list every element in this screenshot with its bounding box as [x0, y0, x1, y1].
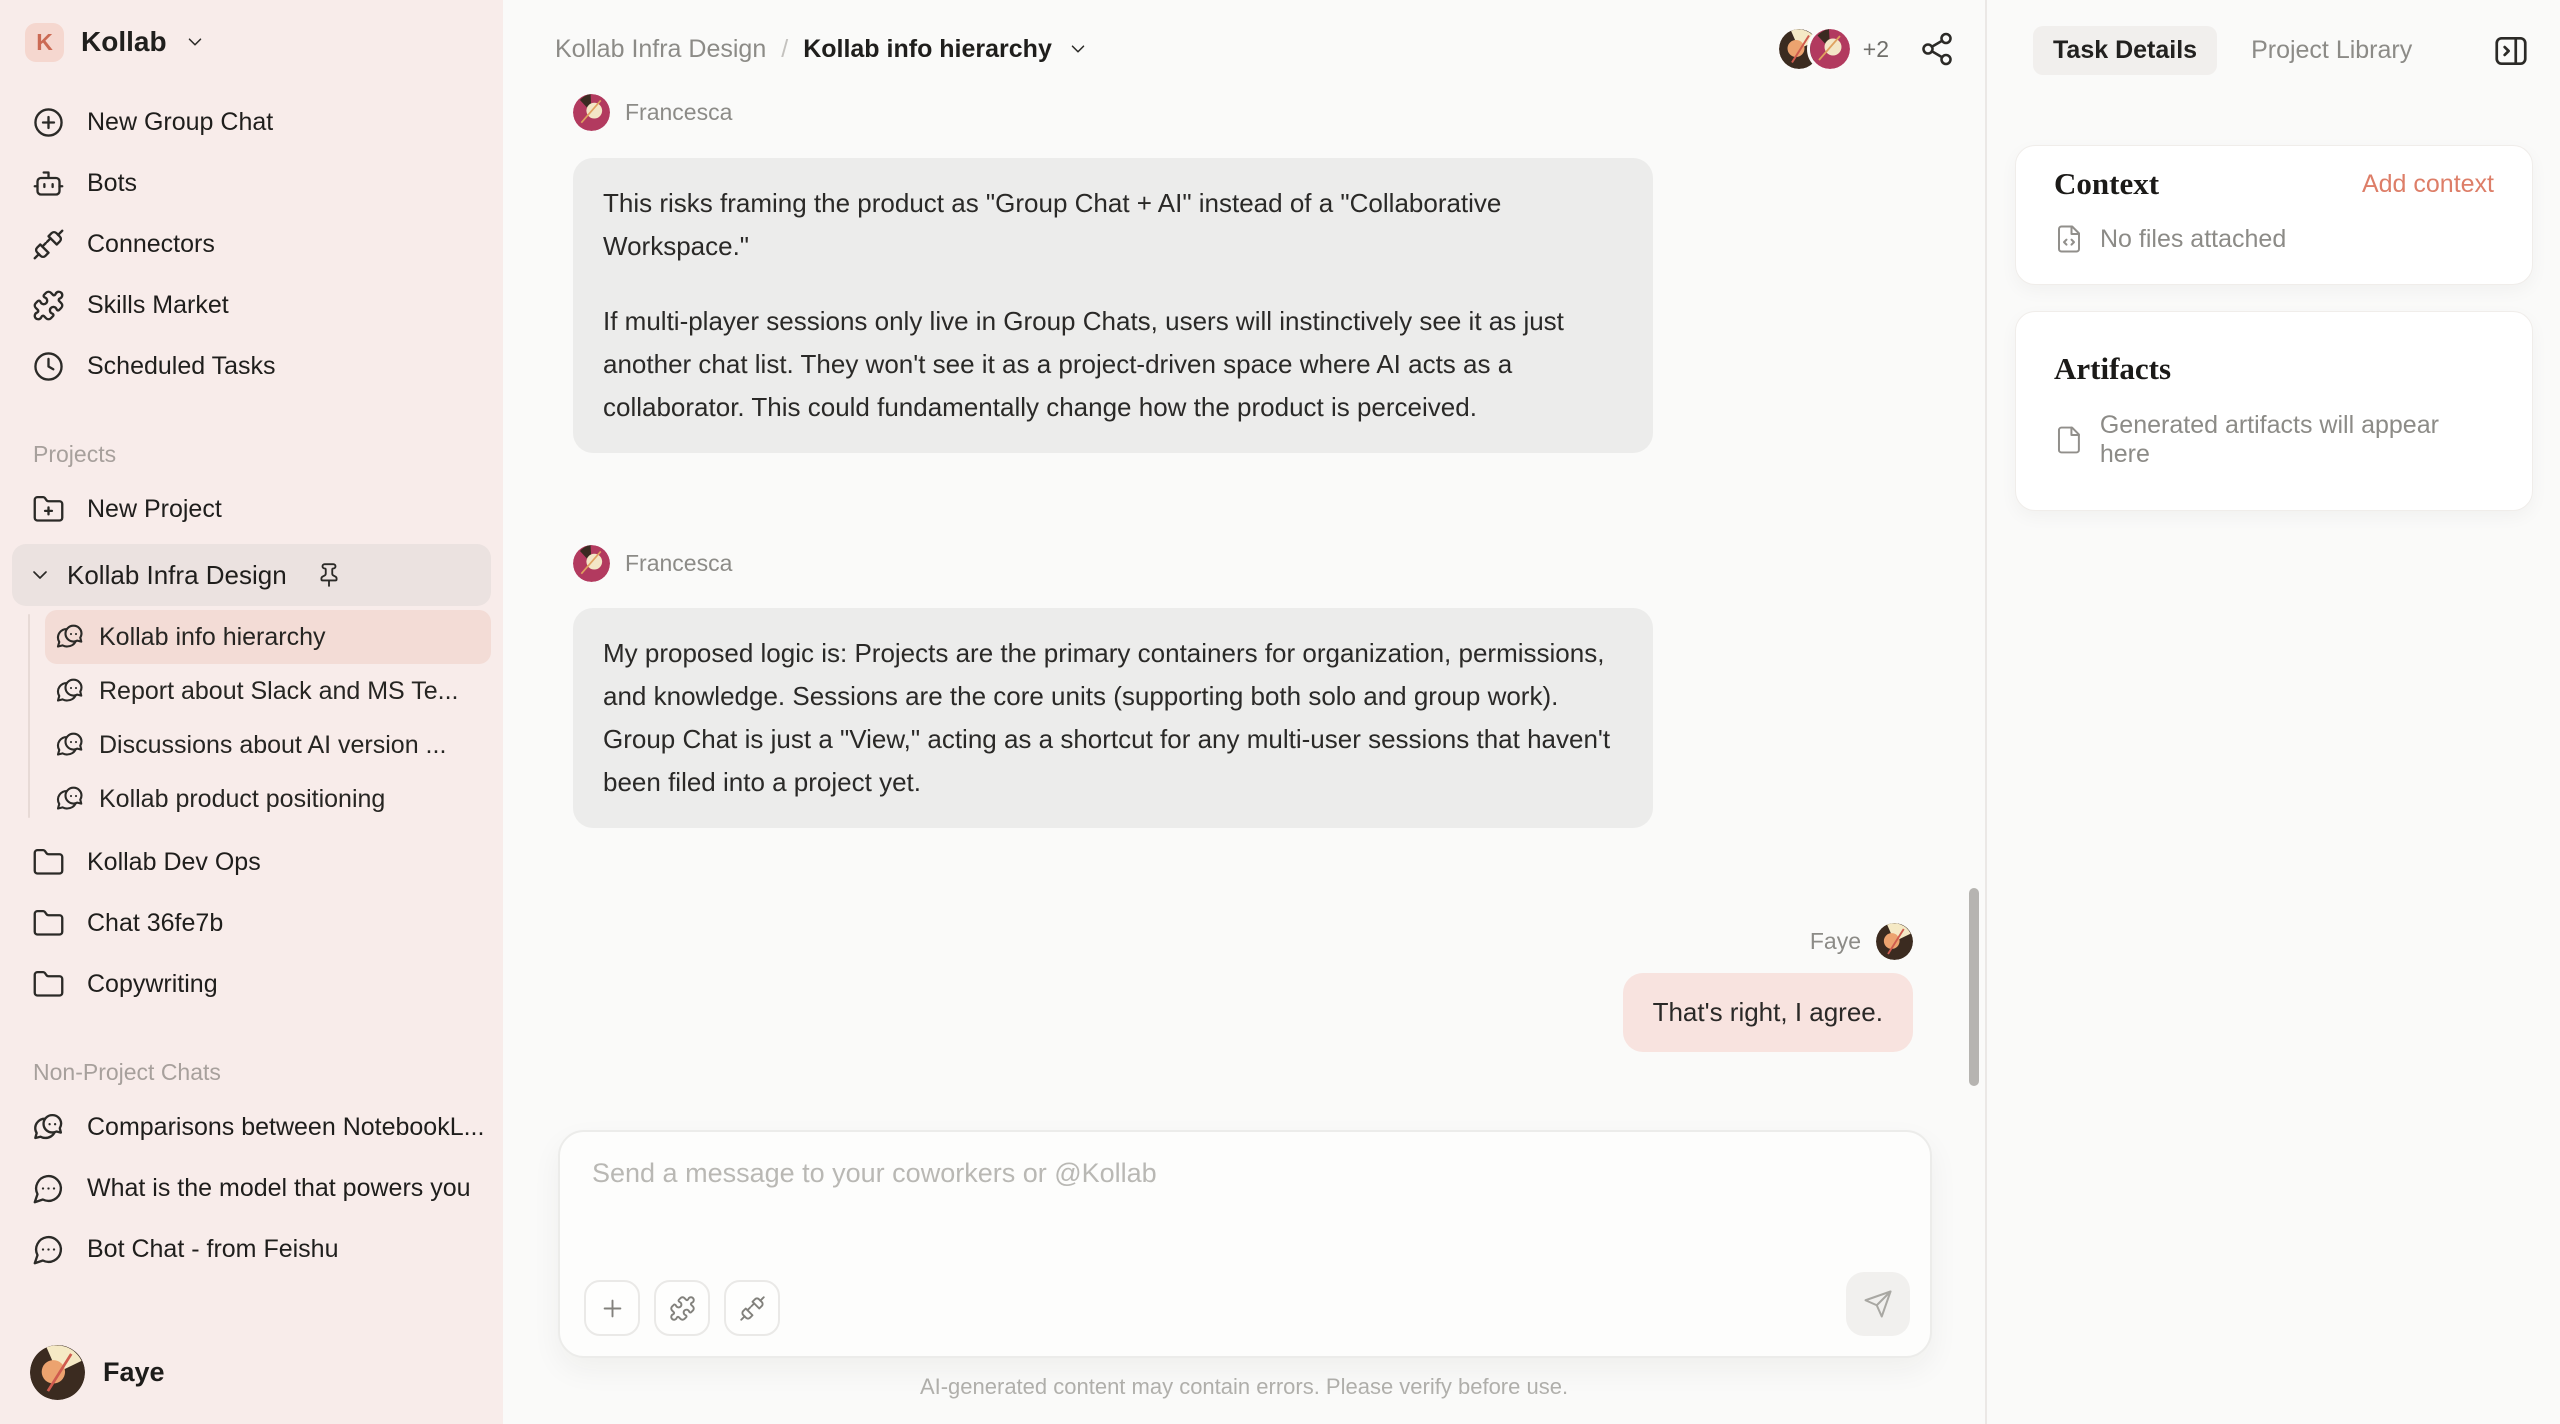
- member-avatars[interactable]: [1776, 26, 1853, 72]
- plus-icon: [599, 1295, 626, 1322]
- sidebar-item-label: Connectors: [87, 230, 215, 258]
- breadcrumb-current[interactable]: Kollab info hierarchy: [803, 34, 1052, 63]
- non-project-chats-label: Non-Project Chats: [33, 1059, 221, 1085]
- bot-icon: [32, 167, 65, 200]
- non-project-chats-nav: [12, 1097, 491, 1280]
- collapse-panel-icon[interactable]: [2492, 32, 2530, 70]
- avatar-overflow-count[interactable]: +2: [1862, 35, 1889, 62]
- folder-icon: [32, 968, 65, 1001]
- sidebar-item-bots[interactable]: [12, 153, 491, 214]
- tab-project-library[interactable]: Project Library: [2251, 36, 2413, 64]
- message-author: Francesca: [625, 99, 733, 125]
- chat-label: Comparisons between NotebookL...: [87, 1113, 485, 1141]
- folder-plus-icon: [32, 493, 65, 526]
- chat-label: Discussions about AI version ...: [99, 730, 447, 759]
- sidebar-item-label: Scheduled Tasks: [87, 352, 276, 380]
- message-paragraph: That's right, I agree.: [1652, 997, 1883, 1027]
- message-bubble: [573, 158, 1653, 453]
- message-author: Francesca: [625, 550, 733, 576]
- breadcrumb-project[interactable]: Kollab Infra Design: [555, 34, 767, 63]
- chat-bubbles-icon: [55, 784, 85, 814]
- sidebar-chat-bot-chat-from-feishu[interactable]: [12, 1219, 491, 1280]
- chevron-down-icon[interactable]: [1067, 38, 1089, 60]
- sidebar-item-label: New Group Chat: [87, 108, 274, 136]
- chevron-down-icon[interactable]: [28, 563, 52, 587]
- sidebar-item-new-group-chat[interactable]: [12, 92, 491, 153]
- message-paragraph: This risks framing the product as "Group Chat + AI" instead of a "Collaborative Workspace.": [603, 188, 1502, 261]
- sidebar-folder-kollab-dev-ops[interactable]: [12, 832, 491, 893]
- sidebar-item-skills-market[interactable]: [12, 275, 491, 336]
- sidebar-chat-discussions-ai-version[interactable]: [45, 718, 491, 772]
- share-icon[interactable]: [1919, 31, 1955, 67]
- folder-icon: [32, 907, 65, 940]
- chat-scrollbar[interactable]: [1969, 888, 1979, 1086]
- message-header: [573, 94, 732, 131]
- chat-label: Bot Chat - from Feishu: [87, 1235, 339, 1263]
- file-code-icon: [2054, 224, 2084, 254]
- panel-header: [1987, 0, 2560, 75]
- composer-tools: [584, 1280, 780, 1336]
- main-area: [503, 0, 1985, 1424]
- sidebar-folder-copywriting[interactable]: [12, 954, 491, 1015]
- artifacts-title: Artifacts: [2054, 351, 2172, 386]
- chat-message-list: [503, 88, 1985, 1130]
- project-chat-list: [0, 610, 491, 826]
- unplug-icon: [32, 228, 65, 261]
- sidebar-item-label: New Project: [87, 495, 222, 523]
- artifacts-card-header: [2054, 351, 2494, 387]
- context-card-header: [2054, 166, 2494, 202]
- sidebar-chat-comparisons-notebooklm[interactable]: [12, 1097, 491, 1158]
- context-card: [2015, 145, 2533, 285]
- avatar: [30, 1345, 85, 1400]
- panel-cards: [1987, 75, 2560, 511]
- chat-message: [573, 545, 1913, 828]
- chat-label: What is the model that powers you: [87, 1174, 471, 1202]
- message-header: [573, 545, 732, 582]
- chat-bubbles-icon: [32, 1111, 65, 1144]
- message-paragraph: If multi-player sessions only live in Group Chats, users will instinctively see it as just another chat list. They won't see it as a project-driven space where AI acts as a collaborator. This could fundamentally change how the product is perceived.: [603, 306, 1564, 422]
- avatar: [1807, 26, 1853, 72]
- chat-bubbles-icon: [55, 730, 85, 760]
- message-bubble: [1623, 973, 1913, 1052]
- sidebar-project-kollab-infra-design[interactable]: [12, 544, 491, 606]
- folder-label: Chat 36fe7b: [87, 909, 224, 937]
- unplug-icon: [739, 1295, 766, 1322]
- current-user[interactable]: [0, 1345, 503, 1424]
- sidebar-item-connectors[interactable]: [12, 214, 491, 275]
- sidebar-chat-kollab-product-positioning[interactable]: [45, 772, 491, 826]
- project-name: Kollab Infra Design: [67, 559, 287, 590]
- chat-bubbles-icon: [55, 622, 85, 652]
- projects-nav: [12, 479, 491, 540]
- puzzle-icon: [32, 289, 65, 322]
- message-paragraph: My proposed logic is: Projects are the primary containers for organization, permissions, and knowledge. Sessions are the core units (supporting both solo and group work). Group Chat is just a "View," acting as a shortcut for any multi-user sessions that haven't been filed into a project yet.: [603, 638, 1611, 797]
- breadcrumb-separator: /: [781, 34, 789, 63]
- chat-dots-icon: [32, 1172, 65, 1205]
- skills-button[interactable]: [654, 1280, 710, 1336]
- message-bubble: [573, 608, 1653, 828]
- message-composer: [558, 1130, 1932, 1358]
- circle-plus-icon: [32, 106, 65, 139]
- tree-indent-guide: [28, 614, 30, 818]
- folder-label: Copywriting: [87, 970, 218, 998]
- message-header: [1810, 923, 1913, 960]
- sidebar-chat-kollab-info-hierarchy[interactable]: [45, 610, 491, 664]
- artifacts-empty-state: [2054, 411, 2494, 469]
- chat-label: Kollab info hierarchy: [99, 622, 326, 651]
- folders-nav: [12, 832, 491, 1015]
- clock-icon: [32, 350, 65, 383]
- sidebar-folder-chat-36fe7b[interactable]: [12, 893, 491, 954]
- context-title: Context: [2054, 166, 2160, 201]
- sidebar-chat-what-model-powers-you[interactable]: [12, 1158, 491, 1219]
- avatar: [573, 94, 610, 131]
- sidebar-item-scheduled-tasks[interactable]: [12, 336, 491, 397]
- sidebar: [0, 0, 503, 1424]
- sidebar-item-new-project[interactable]: [12, 479, 491, 540]
- projects-section-label: Projects: [33, 441, 117, 467]
- workspace-logo: K: [25, 23, 64, 62]
- chat-message: [573, 923, 1913, 1052]
- pin-icon[interactable]: [316, 562, 342, 588]
- attach-button[interactable]: [584, 1280, 640, 1336]
- sidebar-chat-report-slack-ms-teams[interactable]: [45, 664, 491, 718]
- avatar: [1876, 923, 1913, 960]
- context-empty-state: [2054, 224, 2494, 254]
- file-icon: [2054, 425, 2084, 455]
- send-button[interactable]: [1846, 1272, 1910, 1336]
- send-icon: [1863, 1289, 1893, 1319]
- chat-label: Report about Slack and MS Te...: [99, 676, 459, 705]
- tab-task-details[interactable]: Task Details: [2033, 26, 2217, 75]
- chat-label: Kollab product positioning: [99, 784, 386, 813]
- folder-icon: [32, 846, 65, 879]
- chat-message: [573, 94, 1913, 453]
- chevron-down-icon: [184, 31, 206, 53]
- message-input[interactable]: [592, 1158, 1898, 1266]
- message-author: Faye: [1809, 928, 1861, 954]
- avatar: [573, 545, 610, 582]
- ai-disclaimer: AI-generated content may contain errors. Please verify before use.: [919, 1374, 1569, 1399]
- details-panel: [1985, 0, 2560, 1424]
- puzzle-icon: [669, 1295, 696, 1322]
- main-header: [503, 0, 1985, 88]
- folder-label: Kollab Dev Ops: [87, 848, 261, 876]
- workspace-switcher[interactable]: [25, 22, 503, 62]
- artifacts-card: [2015, 311, 2533, 511]
- sidebar-item-label: Skills Market: [87, 291, 229, 319]
- context-empty-text: No files attached: [2100, 224, 2287, 253]
- workspace-name: Kollab: [81, 26, 167, 57]
- artifacts-empty-text: Generated artifacts will appear here: [2099, 411, 2439, 468]
- current-user-name: Faye: [103, 1357, 165, 1387]
- sidebar-item-label: Bots: [87, 169, 138, 197]
- sidebar-nav: [12, 92, 491, 397]
- connectors-button[interactable]: [724, 1280, 780, 1336]
- breadcrumb: [555, 35, 1089, 64]
- chat-dots-icon: [32, 1233, 65, 1266]
- chat-bubbles-icon: [55, 676, 85, 706]
- add-context-button[interactable]: Add context: [2361, 169, 2494, 198]
